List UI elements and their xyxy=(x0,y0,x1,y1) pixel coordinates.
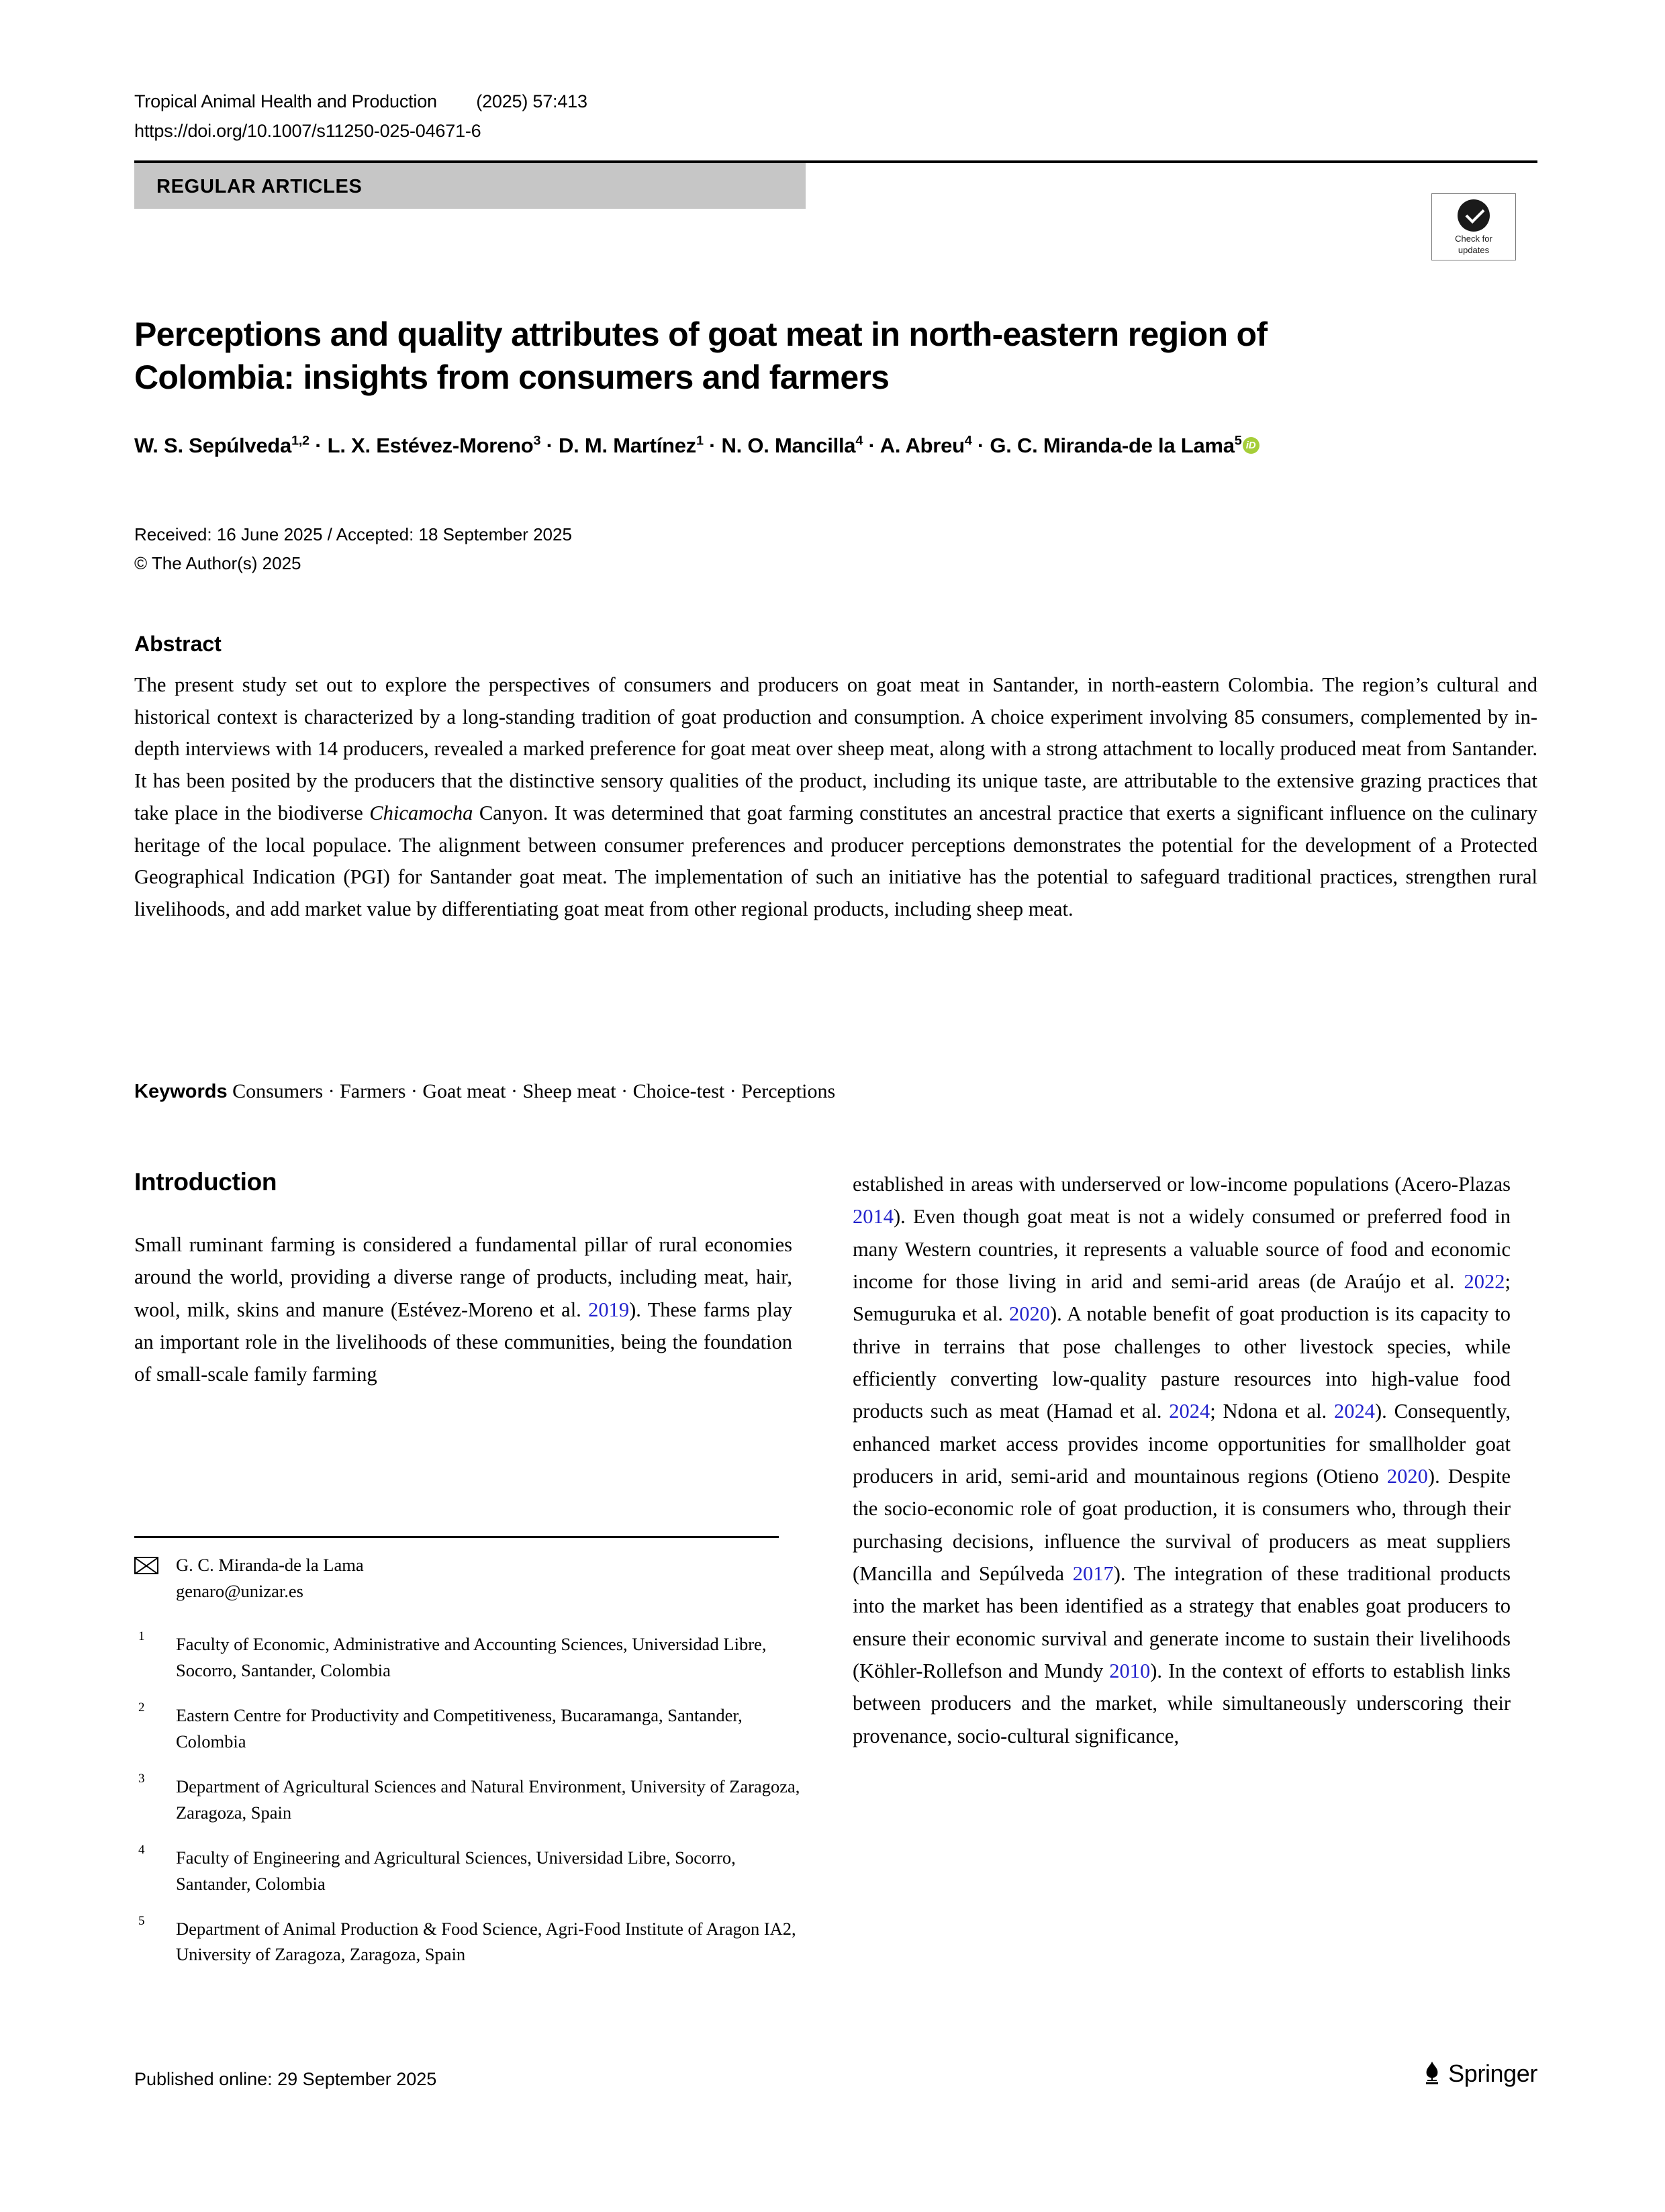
affiliation-text: Eastern Centre for Productivity and Competitiveness, Bucaramanga, Santander, Colombia xyxy=(176,1704,743,1751)
affiliation-number: 4 xyxy=(138,1842,145,1857)
crossmark-line1: Check for xyxy=(1455,234,1492,244)
journal-issue: (2025) 57:413 xyxy=(476,91,587,111)
keywords xyxy=(134,1076,1477,1107)
affiliation-item xyxy=(134,1631,806,1684)
author-affil-ref: 1,2 xyxy=(291,433,310,448)
intro-right-text-9: ). In the context of efforts to establish links between producers and the market, while simultaneously underscoring their provenance, socio-cultural significance, xyxy=(853,1659,1511,1747)
citation-link[interactable]: 2020 xyxy=(1009,1302,1050,1326)
author-affil-ref: 3 xyxy=(533,433,541,448)
affiliation-number: 3 xyxy=(138,1771,145,1786)
intro-left-text-1: Small ruminant farming is considered a fundamental pillar of rural economies around the world, providing a diverse range of products, including meat, hair, wool, milk, skins and manure (Estévez-Moreno et al. xyxy=(134,1233,792,1321)
published-online-date: Published online: 29 September 2025 xyxy=(134,2069,437,2089)
publication-dates xyxy=(134,520,1074,578)
abstract-part-1: The present study set out to explore the perspectives of consumers and producers on goat meat in Santander, in north-eastern Colombia. The region’s cultural and historical context is characterized by a long-standing tradition of goat production and consumption. A choice experiment involving 85 consumers, complemented by in-depth interviews with 14 producers, revealed a marked preference for goat meat over sheep meat, along with a strong attachment to locally produced meat from Santander. It has been posited by the producers that the distinctive sensory qualities of the product, including its unique taste, are attributable to the extensive grazing practices that take place in the biodiverse xyxy=(134,673,1537,824)
affiliation-text: Faculty of Engineering and Agricultural Sciences, Universidad Libre, Socorro, Santander, Colombia xyxy=(176,1847,736,1894)
body-column-right xyxy=(853,1168,1511,1752)
intro-right-text-8: ). The integration of these traditional products into the market has been identified as a strategy that enables goat producers to ensure their economic survival and generate income to sustain their livelihoods (Köhler-Rollefson and Mundy xyxy=(853,1561,1511,1682)
copyright-line: © The Author(s) 2025 xyxy=(134,553,301,574)
affiliation-number: 5 xyxy=(138,1913,145,1928)
author-list xyxy=(134,431,1537,460)
affiliation-number: 2 xyxy=(138,1700,145,1715)
author-separator: · xyxy=(971,434,990,457)
body-column-left xyxy=(134,1168,792,1391)
affiliation-item xyxy=(134,1842,806,1897)
author-separator: · xyxy=(703,434,722,457)
intro-right-text-7: ). Despite the socio-economic role of goat production, it is consumers who, through their purchasing decisions, influence the survival of producers as meat suppliers (Mancilla and Sepúlveda xyxy=(853,1464,1511,1585)
received-accepted-date: Received: 16 June 2025 / Accepted: 18 September 2025 xyxy=(134,524,572,544)
affiliation-number: 1 xyxy=(138,1629,145,1643)
intro-right-text-3: ; Semuguruka et al. xyxy=(853,1269,1511,1326)
affiliation-item xyxy=(134,1702,806,1755)
affiliation-item xyxy=(134,1913,806,1968)
citation-link[interactable]: 2020 xyxy=(1386,1464,1428,1488)
citation-link[interactable]: 2014 xyxy=(853,1205,894,1229)
springer-logo xyxy=(1336,2060,1537,2090)
corresponding-author xyxy=(134,1552,806,1604)
author-affil-ref: 4 xyxy=(964,433,972,448)
author-separator: · xyxy=(309,434,328,457)
affiliation-item xyxy=(134,1771,806,1826)
page-title: Perceptions and quality attributes of goat meat in north-eastern region of Colombia: insights from consumers and farmers xyxy=(134,315,1268,396)
envelope-icon xyxy=(134,1557,158,1574)
journal-header xyxy=(134,87,1537,146)
page-content xyxy=(134,0,1537,2212)
check-for-updates-badge[interactable] xyxy=(1431,193,1516,260)
intro-paragraph-right xyxy=(853,1168,1511,1752)
citation-link[interactable]: 2022 xyxy=(1464,1269,1505,1293)
citation-link[interactable]: 2024 xyxy=(1334,1400,1375,1423)
springer-wordmark: Springer xyxy=(1448,2060,1537,2087)
article-type-label: REGULAR ARTICLES xyxy=(156,176,363,197)
abstract-italic-term: Chicamocha xyxy=(369,801,473,824)
keywords-label: Keywords xyxy=(134,1081,228,1102)
abstract-heading: Abstract xyxy=(134,632,222,656)
affiliation-text: Department of Agricultural Sciences and Natural Environment, University of Zaragoza, Zaragoza, Spain xyxy=(176,1776,800,1823)
intro-right-text-2: ). Even though goat meat is not a widely consumed or preferred food in many Western countries, it represents a valuable source of food and economic income for those living in arid and semi-arid areas (de Araújo et al. xyxy=(853,1205,1511,1293)
author-name: G. C. Miranda-de la Lama xyxy=(990,434,1235,457)
author-affil-ref: 1 xyxy=(696,433,704,448)
intro-paragraph-left xyxy=(134,1229,792,1391)
citation-link[interactable]: 2024 xyxy=(1169,1400,1210,1423)
corresponding-author-name: G. C. Miranda-de la Lama xyxy=(176,1555,364,1575)
citation-link[interactable]: 2010 xyxy=(1109,1659,1151,1682)
intro-left-text-2: ). These farms play an important role in the livelihoods of these communities, being the foundation of small-scale family farming xyxy=(134,1298,792,1386)
journal-name: Tropical Animal Health and Production xyxy=(134,91,437,111)
author-name: N. O. Mancilla xyxy=(721,434,856,457)
abstract-body xyxy=(134,669,1537,926)
intro-right-text-4: ). A notable benefit of goat production is its capacity to thrive in terrains that pose challenges to other livestock species, while efficiently converting low-quality pasture resources into high-value food products such as meat (Hamad et al. xyxy=(853,1302,1511,1423)
intro-right-text-6: ). Consequently, enhanced market access provides income opportunities for smallholder goat producers in arid, semi-arid and mountainous regions (Otieno xyxy=(853,1400,1511,1488)
abstract-part-2: Canyon. It was determined that goat farming constitutes an ancestral practice that exerts a significant influence on the culinary heritage of the local populace. The alignment between consumer preferences and producer perceptions demonstrates the potential for the development of a Protected Geographical Indication (PGI) for Santander goat meat. The implementation of such an initiative has the potential to safeguard traditional practices, strengthen rural livelihoods, and add market value by differentiating goat meat from other regional products, including sheep meat. xyxy=(134,801,1537,921)
author-separator: · xyxy=(863,434,880,457)
springer-horse-icon xyxy=(1422,2060,1442,2090)
author-affil-ref: 5 xyxy=(1234,433,1242,448)
intro-right-text-1: established in areas with underserved or low-income populations (Acero-Plazas xyxy=(853,1173,1511,1196)
orcid-icon[interactable]: iD xyxy=(1243,437,1259,454)
check-circle-icon xyxy=(1458,199,1490,232)
author-name: W. S. Sepúlveda xyxy=(134,434,291,457)
crossmark-line2: updates xyxy=(1458,244,1490,255)
intro-right-text-5: ; Ndona et al. xyxy=(1210,1400,1334,1423)
author-affil-ref: 4 xyxy=(855,433,863,448)
keywords-terms: Consumers · Farmers · Goat meat · Sheep meat · Choice-test · Perceptions xyxy=(232,1080,836,1102)
journal-doi[interactable]: https://doi.org/10.1007/s11250-025-04671-6 xyxy=(134,120,481,141)
author-separator: · xyxy=(540,434,559,457)
author-name: A. Abreu xyxy=(879,434,965,457)
corresponding-author-email[interactable]: genaro@unizar.es xyxy=(176,1580,303,1601)
citation-link[interactable]: 2017 xyxy=(1072,1561,1114,1585)
author-name: L. X. Estévez-Moreno xyxy=(327,434,534,457)
journal-title-line xyxy=(134,87,1537,117)
footnote-divider xyxy=(134,1536,779,1538)
section-heading-introduction: Introduction xyxy=(134,1168,277,1196)
citation-link[interactable]: 2019 xyxy=(588,1298,630,1321)
affiliation-text: Faculty of Economic, Administrative and Accounting Sciences, Universidad Libre, Socorro, Santander, Colombia xyxy=(176,1633,767,1680)
footnote-block xyxy=(134,1552,806,1986)
affiliation-text: Department of Animal Production & Food Science, Agri-Food Institute of Aragon IA2, University of Zaragoza, Zaragoza, Spain xyxy=(176,1918,796,1965)
author-name: D. M. Martínez xyxy=(559,434,696,457)
